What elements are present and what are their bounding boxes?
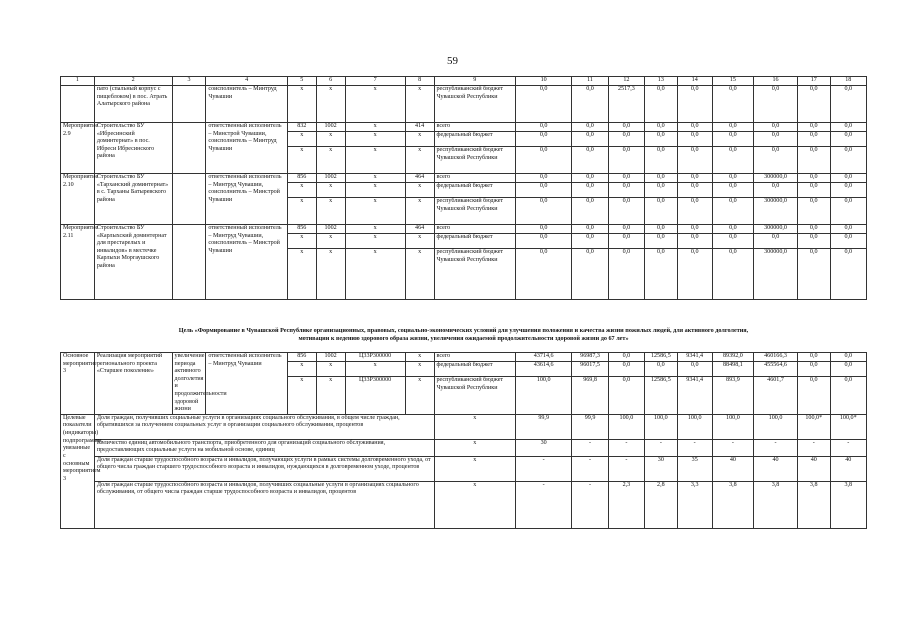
value-cell: 9341,4: [677, 377, 712, 415]
value-cell: 0,0: [797, 123, 830, 132]
code-cell: x: [345, 249, 405, 300]
value-cell: 0,0: [712, 225, 753, 234]
value-cell: 0,0: [515, 249, 571, 300]
value-cell: 455564,6: [754, 362, 798, 377]
code-cell: x: [345, 234, 405, 249]
value-cell: 100,0: [515, 377, 571, 415]
value-cell: 0,0: [797, 225, 830, 234]
value-cell: 0,0: [572, 249, 608, 300]
code-cell: x: [345, 147, 405, 174]
code-cell: x: [405, 234, 434, 249]
code-cell: x: [434, 414, 515, 439]
indicator-text: Количество единиц автомобильного транспорта, приобретенного для организаций социального обслуживания, предоставляющих социальные услуги на мобильной основе, единиц: [94, 439, 434, 456]
funding-source: республиканский бюджет Чувашской Республики: [434, 147, 515, 174]
value-cell: 0,0: [677, 225, 712, 234]
value-cell: 0,0: [572, 123, 608, 132]
value-cell: 0,0: [608, 225, 644, 234]
code-cell: 1002: [316, 174, 345, 183]
code-cell: x: [316, 234, 345, 249]
code-cell: 1002: [316, 123, 345, 132]
value-cell: 3,8: [712, 481, 753, 528]
value-cell: 43614,6: [515, 362, 571, 377]
value-cell: -: [572, 439, 608, 456]
value-cell: 0,0: [830, 86, 866, 123]
value-cell: 30: [645, 456, 678, 481]
code-cell: x: [287, 362, 316, 377]
value-cell: 0,0: [712, 198, 753, 225]
value-cell: 0,0: [797, 234, 830, 249]
code-cell: x: [434, 456, 515, 481]
value-cell: 0,0: [572, 234, 608, 249]
value-cell: 9341,4: [677, 353, 712, 362]
funding-source: республиканский бюджет Чувашской Республики: [434, 198, 515, 225]
code-cell: x: [345, 86, 405, 123]
value-cell: 100,0: [754, 414, 798, 439]
column-number: 9: [434, 77, 515, 86]
value-cell: 0,0: [515, 174, 571, 183]
code-cell: x: [316, 198, 345, 225]
value-cell: 2,3: [608, 481, 644, 528]
value-cell: 0,0: [830, 198, 866, 225]
value-cell: 0,0: [797, 249, 830, 300]
code-cell: x: [405, 147, 434, 174]
value-cell: 0,0: [830, 183, 866, 198]
value-cell: 0,0: [645, 147, 678, 174]
value-cell: 0,0: [645, 174, 678, 183]
code-cell: x: [287, 198, 316, 225]
program-table-top: [60, 76, 867, 300]
column-number: 17: [797, 77, 830, 86]
column-number: 15: [712, 77, 753, 86]
code-cell: 464: [405, 225, 434, 234]
executor: ответственный исполнитель – Минтруд Чувашии, соисполнитель – Минстрой Чувашии: [206, 174, 287, 225]
value-cell: 0,0: [515, 234, 571, 249]
executor: ответственный исполнитель – Минтруд Чувашии: [206, 353, 287, 415]
value-cell: 12586,5: [645, 353, 678, 362]
value-cell: 0,0: [712, 86, 753, 123]
value-cell: 0,0: [515, 132, 571, 147]
code-cell: x: [316, 147, 345, 174]
code-cell: x: [316, 377, 345, 415]
value-cell: 100,0: [645, 414, 678, 439]
value-cell: 0,0: [830, 362, 866, 377]
value-cell: 99,9: [572, 414, 608, 439]
column-number: 5: [287, 77, 316, 86]
header-row: [61, 77, 867, 86]
value-cell: 0,0: [608, 249, 644, 300]
code-cell: x: [345, 123, 405, 132]
value-cell: 0,0: [677, 86, 712, 123]
code-cell: x: [405, 353, 434, 362]
value-cell: 0,0: [712, 174, 753, 183]
value-cell: 0,0: [515, 198, 571, 225]
value-cell: 0,0: [515, 86, 571, 123]
value-cell: 300000,0: [754, 225, 798, 234]
funding-source: федеральный бюджет: [434, 234, 515, 249]
code-cell: 1002: [316, 353, 345, 362]
value-cell: 0,0: [677, 147, 712, 174]
value-cell: 12586,5: [645, 377, 678, 415]
value-cell: 0,0: [830, 132, 866, 147]
code-cell: x: [345, 132, 405, 147]
code-cell: x: [287, 86, 316, 123]
value-cell: 0,0: [645, 198, 678, 225]
value-cell: 0,0: [677, 123, 712, 132]
table-cell: [172, 174, 206, 225]
page-number: 59: [447, 55, 458, 67]
code-cell: x: [287, 377, 316, 415]
value-cell: 0,0: [515, 147, 571, 174]
code-cell: x: [405, 198, 434, 225]
code-cell: 1002: [316, 225, 345, 234]
value-cell: 0,0: [830, 249, 866, 300]
column-number: 14: [677, 77, 712, 86]
expected-result: увеличение периода активного долголетия и продолжительности здоровой жизни: [172, 353, 206, 415]
value-cell: 0,0: [572, 86, 608, 123]
value-cell: 0,0: [830, 234, 866, 249]
value-cell: 0,0: [572, 147, 608, 174]
value-cell: 300000,0: [754, 174, 798, 183]
value-cell: 0,0: [677, 362, 712, 377]
value-cell: -: [572, 481, 608, 528]
value-cell: 100,0: [712, 414, 753, 439]
value-cell: 0,0: [608, 234, 644, 249]
column-number: 12: [608, 77, 644, 86]
value-cell: -: [645, 439, 678, 456]
value-cell: 0,0: [515, 123, 571, 132]
value-cell: 0,0: [754, 86, 798, 123]
funding-source: всего: [434, 225, 515, 234]
code-cell: 856: [287, 353, 316, 362]
value-cell: 0,0: [677, 132, 712, 147]
value-cell: 0,0: [645, 234, 678, 249]
code-cell: x: [287, 183, 316, 198]
goal-line-2: мотивации к ведению здорового образа жизни, увеличения ожидаемой продолжительности здоровой жизни до 67 лет»: [298, 335, 629, 343]
measure-name: Строительство БУ «Тарханский доминтернат» в с. Тарханы Батыревского района: [94, 174, 172, 225]
value-cell: 300000,0: [754, 198, 798, 225]
measure-name: пато (спальный корпус с пищеблоком) в пос. Атрать Алатырского района: [94, 86, 172, 123]
value-cell: 4601,7: [754, 377, 798, 415]
value-cell: -: [608, 439, 644, 456]
funding-source: федеральный бюджет: [434, 183, 515, 198]
value-cell: 0,0: [677, 183, 712, 198]
value-cell: 0,0: [677, 174, 712, 183]
funding-source: всего: [434, 123, 515, 132]
value-cell: 96017,5: [572, 362, 608, 377]
indicator-row: [61, 439, 867, 456]
code-cell: 414: [405, 123, 434, 132]
column-number: 16: [754, 77, 798, 86]
value-cell: 0,0: [645, 123, 678, 132]
indicator-text: Доля граждан, получивших социальные услуги в организациях социального обслуживания, в общем числе граждан, обратившихся за получением социальных услуг в организации социального обслуживания, процентов: [94, 414, 434, 439]
executor: ответственный исполнитель – Минстрой Чувашии, соисполнитель – Минтруд Чувашии: [206, 123, 287, 174]
funding-source: федеральный бюджет: [434, 132, 515, 147]
value-cell: 0,0: [608, 183, 644, 198]
value-cell: 2,8: [645, 481, 678, 528]
table-row: [61, 353, 867, 362]
measure-label: Основное мероприятие 3: [61, 353, 95, 415]
executor: соисполнитель – Минтруд Чувашии: [206, 86, 287, 123]
value-cell: 0,0: [572, 174, 608, 183]
value-cell: 460166,3: [754, 353, 798, 362]
value-cell: 3,8: [754, 481, 798, 528]
value-cell: -: [754, 439, 798, 456]
value-cell: 0,0: [830, 225, 866, 234]
value-cell: -: [712, 439, 753, 456]
value-cell: 96987,3: [572, 353, 608, 362]
code-cell: x: [316, 86, 345, 123]
code-cell: x: [316, 362, 345, 377]
value-cell: 40: [754, 456, 798, 481]
code-cell: x: [345, 174, 405, 183]
value-cell: 0,0: [797, 86, 830, 123]
code-cell: x: [316, 249, 345, 300]
column-number: 3: [172, 77, 206, 86]
code-cell: x: [405, 362, 434, 377]
code-cell: 464: [405, 174, 434, 183]
code-cell: x: [316, 132, 345, 147]
code-cell: x: [287, 234, 316, 249]
code-cell: x: [405, 249, 434, 300]
value-cell: 0,0: [712, 249, 753, 300]
value-cell: 0,0: [797, 377, 830, 415]
value-cell: 0,0: [754, 183, 798, 198]
value-cell: 0,0: [754, 123, 798, 132]
goal-heading: [60, 327, 867, 344]
value-cell: 0,0: [572, 132, 608, 147]
value-cell: 0,0: [608, 377, 644, 415]
value-cell: 0,0: [645, 362, 678, 377]
funding-source: республиканский бюджет Чувашской Республики: [434, 377, 515, 415]
code-cell: Ц33Р300000: [345, 377, 405, 415]
table-cell: [172, 225, 206, 300]
column-number: 7: [345, 77, 405, 86]
code-cell: x: [345, 362, 405, 377]
value-cell: 0,0: [645, 183, 678, 198]
value-cell: 969,8: [572, 377, 608, 415]
value-cell: 100,0: [677, 414, 712, 439]
value-cell: 0,0: [830, 123, 866, 132]
code-cell: x: [287, 132, 316, 147]
table-row: [61, 174, 867, 183]
code-cell: x: [405, 377, 434, 415]
code-cell: x: [316, 183, 345, 198]
goal-line-1: Цель «Формирование в Чувашской Республике организационных, правовых, социально-экономических условий для улучшения положения и качества жизни пожилых людей, для активного долголетия,: [178, 327, 749, 334]
value-cell: 99,9: [515, 414, 571, 439]
value-cell: 3,3: [677, 481, 712, 528]
value-cell: 100,0*: [797, 414, 830, 439]
measure-label: Мероприятие 2.11: [61, 225, 95, 300]
measure-name: Реализация мероприятий регионального проекта «Старшее поколение»: [94, 353, 172, 415]
value-cell: 893,9: [712, 377, 753, 415]
funding-source: всего: [434, 174, 515, 183]
value-cell: 0,0: [754, 132, 798, 147]
value-cell: 40: [797, 456, 830, 481]
column-number: 4: [206, 77, 287, 86]
table-row: [61, 86, 867, 123]
value-cell: -: [797, 439, 830, 456]
value-cell: 0,0: [608, 362, 644, 377]
value-cell: -: [830, 439, 866, 456]
value-cell: -: [572, 456, 608, 481]
value-cell: 0,0: [797, 147, 830, 174]
code-cell: 856: [287, 174, 316, 183]
indicator-text: Доля граждан старше трудоспособного возраста и инвалидов, получающих услуги в рамках системы долговременного ухода, от общего числа граждан старшего трудоспособного возраста и инвалидов, нуждающихся в долговременном уходе, процентов: [94, 456, 434, 481]
value-cell: -: [677, 439, 712, 456]
value-cell: 0,0: [608, 132, 644, 147]
value-cell: 40: [712, 456, 753, 481]
value-cell: 3,8: [797, 481, 830, 528]
value-cell: 300000,0: [754, 249, 798, 300]
code-cell: Ц33Р300000: [345, 353, 405, 362]
value-cell: 0,0: [712, 123, 753, 132]
value-cell: 0,0: [754, 234, 798, 249]
value-cell: 0,0: [515, 183, 571, 198]
value-cell: 0,0: [830, 147, 866, 174]
value-cell: 0,0: [645, 86, 678, 123]
code-cell: x: [434, 481, 515, 528]
value-cell: 0,0: [677, 198, 712, 225]
value-cell: 0,0: [797, 353, 830, 362]
value-cell: 35: [677, 456, 712, 481]
indicator-text: Доля граждан старше трудоспособного возраста и инвалидов, получивших социальные услуги в организациях социального обслуживания, от общего числа граждан старше трудоспособного возраста и инвалидов, процентов: [94, 481, 434, 528]
code-cell: x: [345, 198, 405, 225]
value-cell: 0,0: [797, 183, 830, 198]
value-cell: 0,0: [608, 147, 644, 174]
value-cell: 100,0*: [830, 414, 866, 439]
value-cell: 0,0: [572, 198, 608, 225]
column-number: 8: [405, 77, 434, 86]
code-cell: x: [345, 225, 405, 234]
value-cell: 3,8: [830, 481, 866, 528]
indicator-row: [61, 456, 867, 481]
value-cell: 0,0: [677, 234, 712, 249]
value-cell: 0,0: [797, 174, 830, 183]
value-cell: 0,0: [572, 183, 608, 198]
table-cell: [172, 123, 206, 174]
measure-label: Мероприятие 2.10: [61, 174, 95, 225]
value-cell: 0,0: [797, 132, 830, 147]
code-cell: x: [434, 439, 515, 456]
value-cell: 0,0: [572, 225, 608, 234]
value-cell: 0,0: [797, 198, 830, 225]
code-cell: x: [287, 249, 316, 300]
table-row: [61, 123, 867, 132]
column-number: 2: [94, 77, 172, 86]
column-number: 13: [645, 77, 678, 86]
value-cell: 0,0: [608, 353, 644, 362]
value-cell: 0,0: [608, 198, 644, 225]
indicators-label: Целевые показатели (индикаторы) подпрограммы, увязанные с основным мероприятием 3: [61, 414, 95, 528]
value-cell: 0,0: [608, 174, 644, 183]
column-number: 11: [572, 77, 608, 86]
value-cell: 88498,1: [712, 362, 753, 377]
value-cell: 0,0: [515, 225, 571, 234]
value-cell: -: [515, 481, 571, 528]
funding-source: федеральный бюджет: [434, 362, 515, 377]
value-cell: 43714,6: [515, 353, 571, 362]
measure-label: Мероприятие 2.9: [61, 123, 95, 174]
code-cell: 832: [287, 123, 316, 132]
value-cell: 89392,0: [712, 353, 753, 362]
column-number: 6: [316, 77, 345, 86]
value-cell: 0,0: [677, 249, 712, 300]
value-cell: 0,0: [797, 362, 830, 377]
value-cell: 0,0: [712, 147, 753, 174]
value-cell: 30: [515, 439, 571, 456]
value-cell: 2517,3: [608, 86, 644, 123]
code-cell: x: [287, 147, 316, 174]
value-cell: 0,0: [830, 174, 866, 183]
funding-source: всего: [434, 353, 515, 362]
indicator-row: [61, 481, 867, 528]
value-cell: -: [515, 456, 571, 481]
column-number: 18: [830, 77, 866, 86]
value-cell: 0,0: [712, 183, 753, 198]
table-cell: [61, 86, 95, 123]
column-number: 1: [61, 77, 95, 86]
value-cell: 0,0: [754, 147, 798, 174]
funding-source: республиканский бюджет Чувашской Республики: [434, 249, 515, 300]
code-cell: 856: [287, 225, 316, 234]
column-number: 10: [515, 77, 571, 86]
measure-name: Строительство БУ «Ибресинский доминтернат» в пос. Ибреси Ибресинского района: [94, 123, 172, 174]
value-cell: 0,0: [645, 225, 678, 234]
table-cell: [172, 86, 206, 123]
value-cell: 0,0: [712, 132, 753, 147]
code-cell: x: [345, 183, 405, 198]
value-cell: 0,0: [645, 132, 678, 147]
value-cell: 0,0: [830, 377, 866, 415]
funding-source: республиканский бюджет Чувашской Республики: [434, 86, 515, 123]
executor: ответственный исполнитель – Минтруд Чувашии, соисполнитель – Минстрой Чувашии: [206, 225, 287, 300]
program-table-bottom: [60, 352, 867, 529]
table-row: [61, 225, 867, 234]
code-cell: x: [405, 86, 434, 123]
value-cell: 0,0: [830, 353, 866, 362]
value-cell: 100,0: [608, 414, 644, 439]
measure-name: Строительство БУ «Карлыхский доминтернат для престарелых и инвалидов» в местечке Карлыхи Моргаушского района: [94, 225, 172, 300]
value-cell: 0,0: [645, 249, 678, 300]
value-cell: 0,0: [608, 123, 644, 132]
value-cell: -: [608, 456, 644, 481]
value-cell: 0,0: [712, 234, 753, 249]
indicator-row: [61, 414, 867, 439]
value-cell: 40: [830, 456, 866, 481]
code-cell: x: [405, 183, 434, 198]
code-cell: x: [405, 132, 434, 147]
